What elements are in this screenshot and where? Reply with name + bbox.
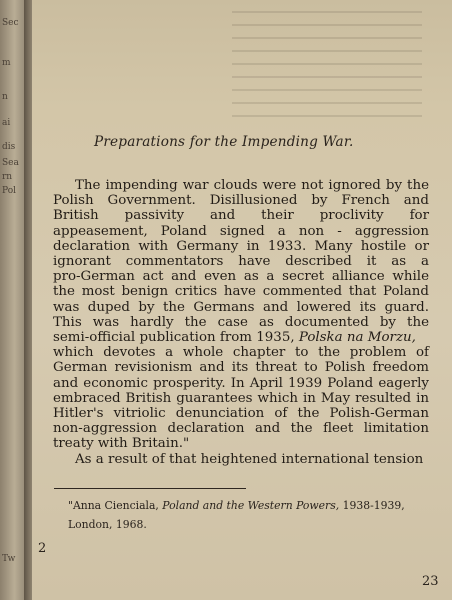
adjacent-page-edge — [0, 0, 24, 600]
book-gutter — [24, 0, 32, 600]
text-line: ignorant commentators have described it as a — [53, 254, 429, 270]
footnote-location: London, 1968. — [68, 518, 147, 531]
text-line-with-title — [53, 330, 429, 345]
text-line: semi-official publication from 1935, — [53, 330, 295, 346]
text-line: The impending war clouds were not ignored by the — [75, 178, 429, 193]
text-line: embraced British guarantees which in May resulted in — [53, 390, 429, 406]
footnote-divider — [54, 488, 246, 489]
text-line: German revisionism and its threat to Polish freedom — [53, 360, 429, 376]
left-page-fragment: rn — [2, 172, 13, 182]
left-page-fragment: m — [2, 58, 11, 68]
left-page-fragment: ai — [2, 118, 11, 128]
text-line: the most benign critics have commented that Poland — [53, 284, 429, 300]
footnote-author: "Anna Cienciala, — [68, 499, 159, 512]
left-page-fragment: n — [2, 92, 8, 102]
text-line: non-aggression declaration and the fleet limitation — [53, 421, 429, 437]
left-page-fragment: Pol — [2, 186, 16, 196]
publication-title: Polska na Morzu, — [298, 330, 416, 346]
text-line: which devotes a whole chapter to the problem of — [53, 345, 429, 361]
text-line: declaration with Germany in 1933. Many hostile or — [53, 238, 429, 254]
footnote-years: 1938-1939, — [342, 499, 405, 512]
text-line: pro-German act and even as a secret alliance while — [53, 269, 429, 285]
text-line: This was hardly the case as documented by the — [53, 314, 429, 330]
section-heading: Preparations for the Impending War. — [94, 134, 354, 150]
text-line: appeasement, Poland signed a non - aggression — [53, 223, 429, 239]
book-page — [32, 0, 452, 600]
left-page-fragment: dis — [2, 142, 16, 152]
show-through-text — [32, 0, 452, 125]
body-paragraph — [53, 178, 429, 467]
left-page-fragment: Tw — [2, 554, 16, 564]
left-page-fragment: Sea — [2, 158, 19, 168]
left-page-fragment: Sec — [2, 18, 19, 28]
text-line: treaty with Britain." — [53, 436, 190, 452]
text-line: and economic prosperity. In April 1939 Poland eagerly — [53, 375, 429, 391]
footnote — [54, 496, 434, 534]
text-line: As a result of that heightened international tension — [75, 451, 424, 467]
text-line: Polish Government. Disillusioned by French and — [53, 193, 429, 209]
footnote-number: 2 — [38, 541, 47, 556]
page-number: 23 — [422, 574, 439, 589]
text-line: was duped by the Germans and lowered its guard. — [53, 299, 429, 315]
text-line: British passivity and their proclivity for — [53, 208, 429, 224]
footnote-title: Poland and the Western Powers, — [162, 499, 340, 512]
text-line: Hitler's vitriolic denunciation of the Polish-German — [53, 406, 429, 422]
